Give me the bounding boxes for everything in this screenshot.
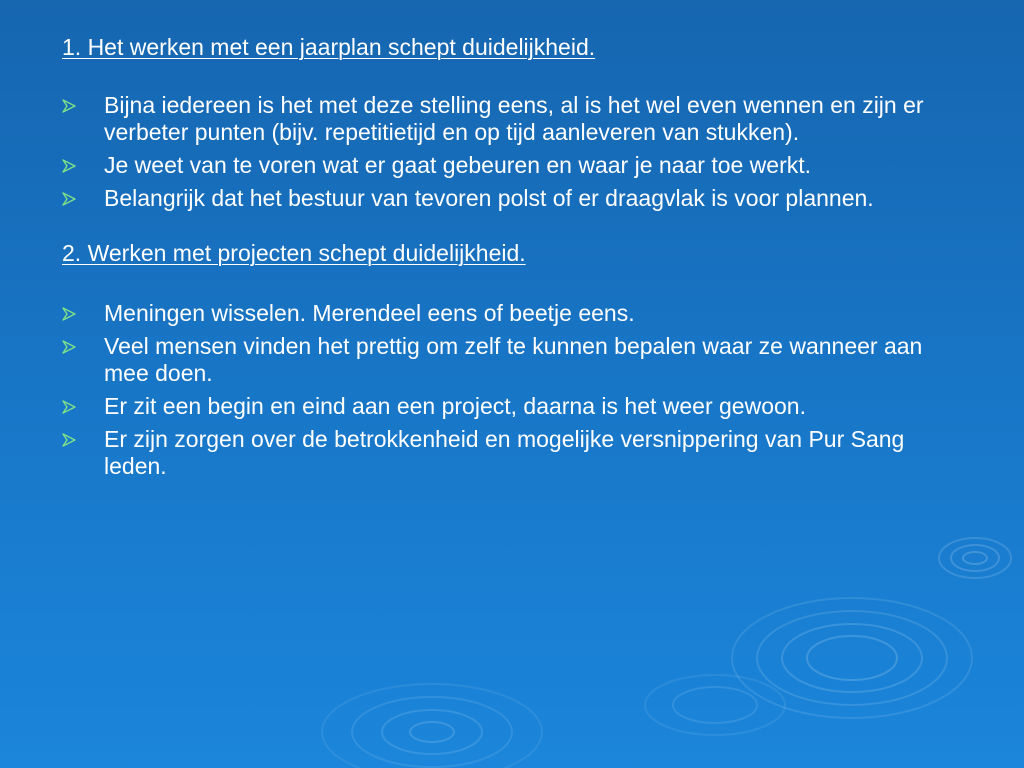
bullet-item bbox=[62, 393, 962, 420]
section-2-bullet-list bbox=[62, 300, 962, 480]
bullet-text: Je weet van te voren wat er gaat gebeuren en waar je naar toe werkt. bbox=[104, 152, 812, 178]
chevron-right-arrow-icon bbox=[62, 307, 76, 321]
bullet-item bbox=[62, 426, 962, 480]
bullet-text: Veel mensen vinden het prettig om zelf te kunnen bepalen waar ze wanneer aan mee doen. bbox=[104, 333, 923, 386]
chevron-right-arrow-icon bbox=[62, 400, 76, 414]
bullet-item bbox=[62, 185, 962, 212]
chevron-right-arrow-icon bbox=[62, 159, 76, 173]
section-1-bullet-list bbox=[62, 92, 962, 212]
chevron-right-arrow-icon bbox=[62, 433, 76, 447]
section-2-heading: 2. Werken met projecten schept duidelijkheid. bbox=[62, 240, 526, 266]
bullet-item bbox=[62, 92, 962, 146]
bullet-text: Er zit een begin en eind aan een project, daarna is het weer gewoon. bbox=[104, 393, 806, 419]
bullet-text: Bijna iedereen is het met deze stelling eens, al is het wel even wennen en zijn er verbeter punten (bijv. repetitietijd en op tijd aanleveren van stukken). bbox=[104, 92, 924, 145]
chevron-right-arrow-icon bbox=[62, 99, 76, 113]
bullet-item bbox=[62, 300, 962, 327]
slide-content bbox=[62, 32, 962, 486]
chevron-right-arrow-icon bbox=[62, 192, 76, 206]
section-1-heading: 1. Het werken met een jaarplan schept duidelijkheid. bbox=[62, 34, 596, 60]
bullet-text: Belangrijk dat het bestuur van tevoren polst of er draagvlak is voor plannen. bbox=[104, 185, 874, 211]
bullet-text: Er zijn zorgen over de betrokkenheid en mogelijke versnippering van Pur Sang leden. bbox=[104, 426, 905, 479]
bullet-item bbox=[62, 152, 962, 179]
bullet-item bbox=[62, 333, 962, 387]
bullet-text: Meningen wisselen. Merendeel eens of beetje eens. bbox=[104, 300, 635, 326]
chevron-right-arrow-icon bbox=[62, 340, 76, 354]
